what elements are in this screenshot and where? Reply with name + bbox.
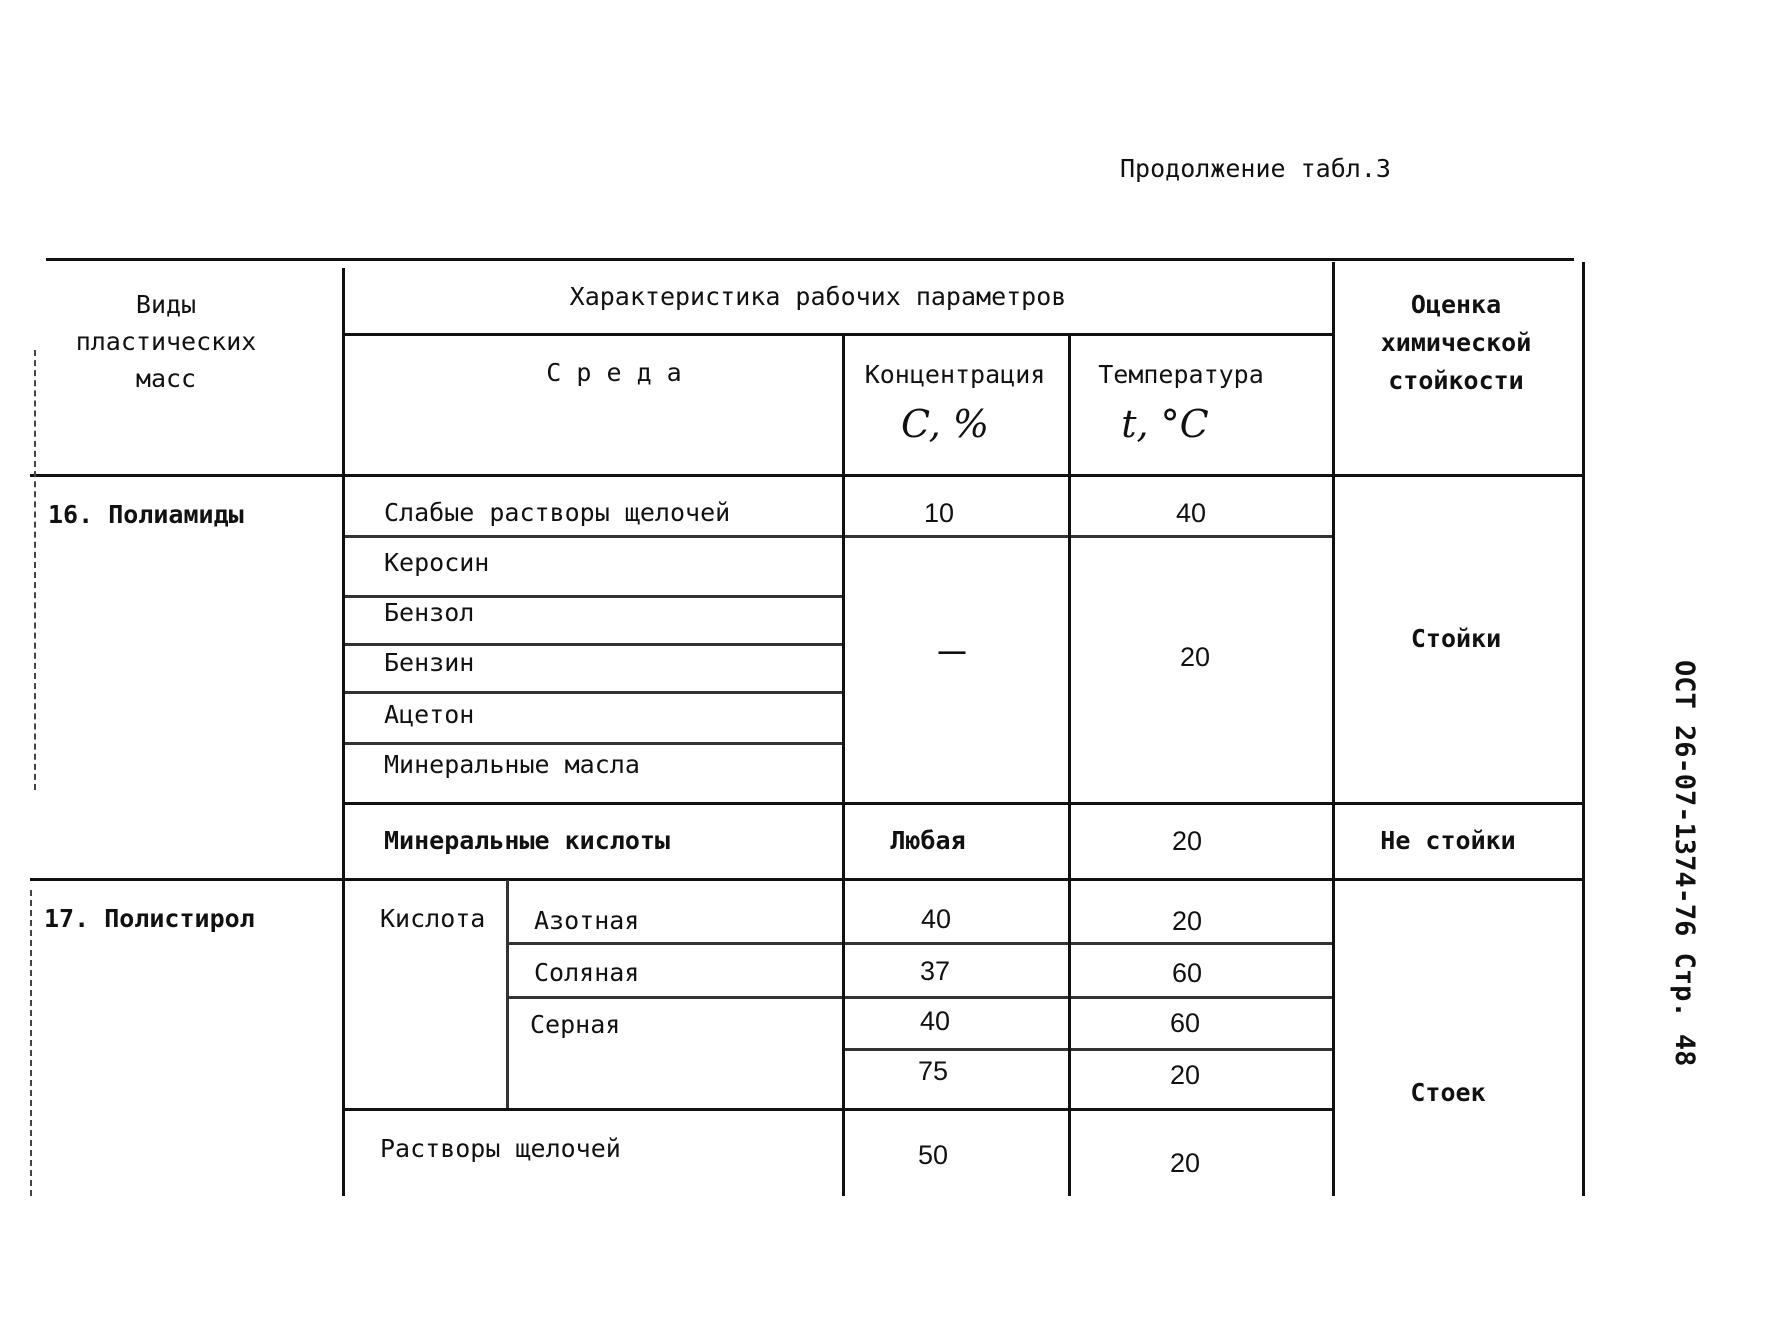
header-temperature-unit: t, °C: [1121, 402, 1209, 446]
concentration-cell: 37: [919, 956, 951, 986]
temperature-cell: 20: [1169, 1148, 1201, 1178]
temperature-cell: 20: [1171, 826, 1203, 856]
material-polystyrene: 17. Полистирол: [44, 904, 255, 933]
medium-cell: Минеральные кислоты: [384, 826, 670, 855]
acid-name: Серная: [530, 1010, 621, 1039]
acid-name: Азотная: [534, 906, 640, 935]
medium-cell: Минеральные масла: [384, 750, 640, 779]
temperature-cell: 40: [1175, 498, 1207, 528]
group-separator-rule: [30, 878, 1582, 881]
medium-cell: Бензин: [384, 648, 475, 677]
concentration-cell: Любая: [890, 826, 966, 855]
acid-label: Кислота: [380, 904, 486, 933]
resistance-rating: Стоек: [1410, 1078, 1486, 1107]
resistance-rating: Стойки: [1410, 624, 1502, 653]
header-temperature: Температура: [1098, 360, 1264, 389]
medium-cell: Растворы щелочей: [380, 1134, 621, 1163]
header-bottom-rule: [30, 474, 1582, 477]
medium-cell: Слабые растворы щелочей: [384, 498, 731, 527]
medium-cell: Бензол: [384, 598, 475, 627]
header-concentration-unit: C, %: [901, 402, 989, 446]
header-medium: С р е д а: [546, 358, 682, 387]
medium-cell: Ацетон: [384, 700, 475, 729]
concentration-cell: 50: [917, 1140, 949, 1170]
header-concentration: Концентрация: [864, 360, 1046, 389]
temperature-cell: 60: [1171, 958, 1203, 988]
temperature-cell: 20: [1179, 642, 1211, 672]
header-sub-rule: [342, 333, 1332, 336]
temperature-cell: 20: [1171, 906, 1203, 936]
header-parameters-group: Характеристика рабочих параметров: [569, 282, 1067, 311]
table-continuation-caption: Продолжение табл.3: [1120, 154, 1391, 183]
header-chemical-resistance: Оценка химической стойкости: [1380, 290, 1532, 395]
acid-name: Соляная: [534, 958, 640, 987]
resistance-rating: Не стойки: [1380, 826, 1516, 855]
temperature-cell: 60: [1169, 1008, 1201, 1038]
concentration-cell: 40: [919, 1006, 951, 1036]
temperature-cell: 20: [1169, 1060, 1201, 1090]
medium-cell: Керосин: [384, 548, 490, 577]
concentration-cell: 75: [917, 1056, 949, 1086]
concentration-dash: —: [938, 636, 966, 666]
document-code-page-label: ОСТ 26-07-1374-76 Стр. 48: [1669, 660, 1700, 1067]
concentration-cell: 10: [923, 498, 955, 528]
concentration-cell: 40: [920, 904, 952, 934]
header-material-kind: Виды пластических масс: [75, 290, 257, 393]
material-polyamides: 16. Полиамиды: [48, 500, 244, 529]
table-top-rule: [46, 258, 1574, 261]
